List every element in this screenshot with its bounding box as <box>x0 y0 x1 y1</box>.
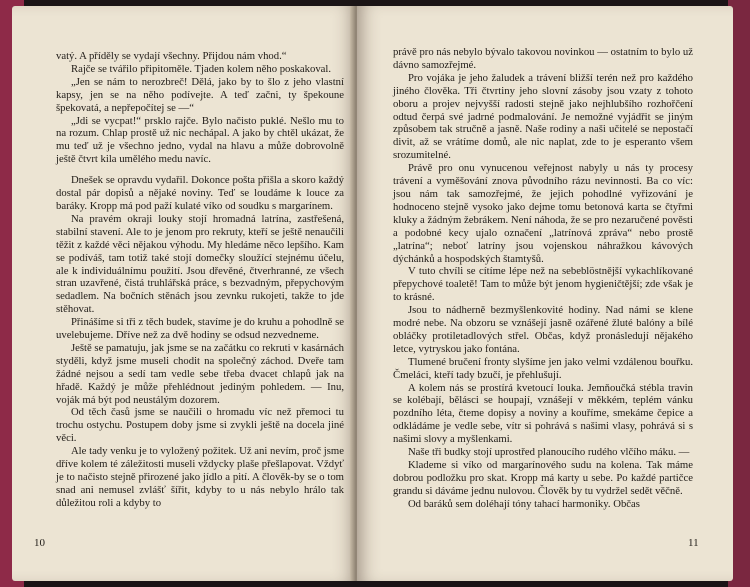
right-page-paragraph: Naše tři budky stojí uprostřed planoucího rudého vlčího máku. — <box>407 446 690 459</box>
left-page-paragraph: Rajče se tvářilo připitoměle. Tjaden kolem něho poskakoval. <box>70 62 332 75</box>
left-page-paragraph: vatý. A příděly se vydají všechny. Přijdou nám vhod.“ <box>56 50 287 62</box>
left-page-text <box>56 50 344 510</box>
right-page-paragraph: Tlumené bručení fronty slyšíme jen jako velmi vzdálenou bouřku. Čmeláci, kteří tady bzučí, je přehlušují. <box>393 355 693 381</box>
left-page-paragraph: Ale tady venku je to vyložený požitek. Už ani nevím, proč jsme dříve kolem té záležitosti museli vždycky plaše přešlapovat. Vždyť je to načisto stejně přirozené jako jídlo a pití. A člověk-by se o tom snad ani nemusel zvlášť šířit, kdyby to u nás nebylo hrálo tak důležitou roli a kdyby to <box>56 445 344 509</box>
right-page-paragraph: V tuto chvíli se cítíme lépe než na sebeblöstnější vykachlíkované přepychové toaletě! Tam to může být jenom hygieničtější; zde však je to krásné. <box>393 265 693 304</box>
right-page-paragraph: právě pro nás nebylo bývalo takovou novinkou — ostatním to bylo už dávno samozřejmé. <box>393 46 693 71</box>
right-page-paragraph: Jsou to nádherně bezmyšlenkovité hodiny. Nad námi se klene modré nebe. Na obzoru se vznášejí jasně ozářené žluté balóny a bílé obláčky protiletadlových střel. Občas, když pronásledují nějakého letce, vytryskou jako fontána. <box>393 304 693 355</box>
right-page-paragraph: A kolem nás se prostírá kvetoucí louka. Jemňoučká stébla travin se kolébají, bělásci se houpají, vznášejí v měkkém, teplém vánku pozdního léta, čteme dopisy a noviny a kouříme, smekáme čepice a odkládáme je vedle sebe, vítr si pohrává s našimi vlasy, pohrává si s našimi slovy a myšlenkami. <box>393 381 693 446</box>
left-page-paragraph: „Jen se nám to nerozbreč! Dělá, jako by to šlo z jeho vlastní kapsy, jen se na něho podívejte. A teď začni, ty špekoune špekovatá, a nepřepočítej se —“ <box>56 75 344 114</box>
right-page-paragraph: Od baráků sem doléhají tóny tahací harmoniky. Občas <box>407 497 640 510</box>
left-page <box>12 6 356 581</box>
right-page-paragraph: Pro vojáka je jeho žaludek a trávení bližší terén než pro každého jiného člověka. Tři čtvrtiny jeho slovní zásoby jsou vzaty z tohoto oboru a projev nejvyšší radosti stejně jako nejhlubšího rozhořčení odtud čerpá své jadrné podmalování. Je nemožné vyjádřit se jiným způsobem tak stručně a jasně. Naše rodiny a naši učitelé se nepostačí divit, až se vrátíme domů, ale nic naplat, zde to je esperanto všem srozumitelné. <box>393 71 693 162</box>
left-page-paragraph: Ještě se pamatuju, jak jsme se na začátku co rekruti v kasárnách styděli, když jsme museli chodit na společný záchod. Dveře tam žádné nejsou a sedí tam vedle sebe třeba dvacet chlapů jak na hřadě. Každý je může přehlédnout jediným pohledem. — Inu, voják má být pod neustálým dozorem. <box>56 341 344 406</box>
right-page <box>357 6 733 581</box>
left-page-paragraph: Přinášíme si tři z těch budek, stavíme je do kruhu a pohodlně se uvelebujeme. Dříve než za dvě hodiny se odsud nezvedneme. <box>56 316 344 342</box>
left-page-paragraph: Na pravém okraji louky stojí hromadná latrína, zastřešená, stabilní stavení. Ale to je jenom pro rekruty, kteří se ještě nenaučili těžit z každé věci nějakou výhodu. My hledáme něco lepšího. Kam se podíváš, tam totiž také stojí domečky sloužící stejnému účelu, ale k individuálnímu použití. Jsou dřevěné, čtverhranné, ze všech stran uzavřené, čistá truhlářská práce, s bezvadným, přepychovým sedadlem. Na bočních stěnách jsou zevnku rukojeti, takže to jde stěhovat. <box>56 212 344 316</box>
right-page-paragraph: Klademe si víko od margarínového sudu na kolena. Tak máme dobrou podložku pro skat. Kropp má karty u sebe. Po každé partičce grandu si dáváme jednu nulovou. Člověk by tu vydržel sedět věčně. <box>393 459 693 497</box>
right-page-text <box>393 46 693 511</box>
right-page-paragraph: Právě pro onu vynucenou veřejnost nabyly u nás ty procesy trávení a vyměšování znova původního rázu nevinnosti. Ba co víc: jsou nám tak samozřejmé, že jejich pohodlné vyřizování je hodnoceno stejně vysoko jako dejme tomu betonová karta se čtyřmi kluky a žádným žebrákem. Není náhoda, že se pro nezaručené pověsti a podobné kecy ujalo označení „latrínová zpráva“ nebo prostě „latrína“; neboť latríny jsou vojenskou náhražkou kávových dýchánků a hospodských štamtyšů. <box>393 162 693 265</box>
left-page-paragraph: Dnešek se opravdu vydařil. Dokonce pošta přišla a skoro každý dostal pár dopisů a nějaké noviny. Teď se loudáme k louce za baráky. Kropp má pod paží kulaté víko od soudku s margarínem. <box>56 174 344 212</box>
left-page-paragraph: Od těch časů jsme se naučili o hromadu víc než přemoci tu trochu ostychu. Postupem doby jsme si zvykli ještě na docela jiné věci. <box>56 406 344 445</box>
page-number-left: 10 <box>34 537 45 549</box>
left-page-paragraph: „Jdi se vycpat!“ prsklo rajče. Bylo načisto puklé. Nešlo mu to na rozum. Chlap prostě už nic nechápal. A jako by chtěl ukázat, že mu teď už je všechno jedno, vydal na hlavu a může dobrovolně ještě čtvrt kila umělého medu navíc. <box>56 114 344 166</box>
page-number-right: 11 <box>688 537 699 549</box>
